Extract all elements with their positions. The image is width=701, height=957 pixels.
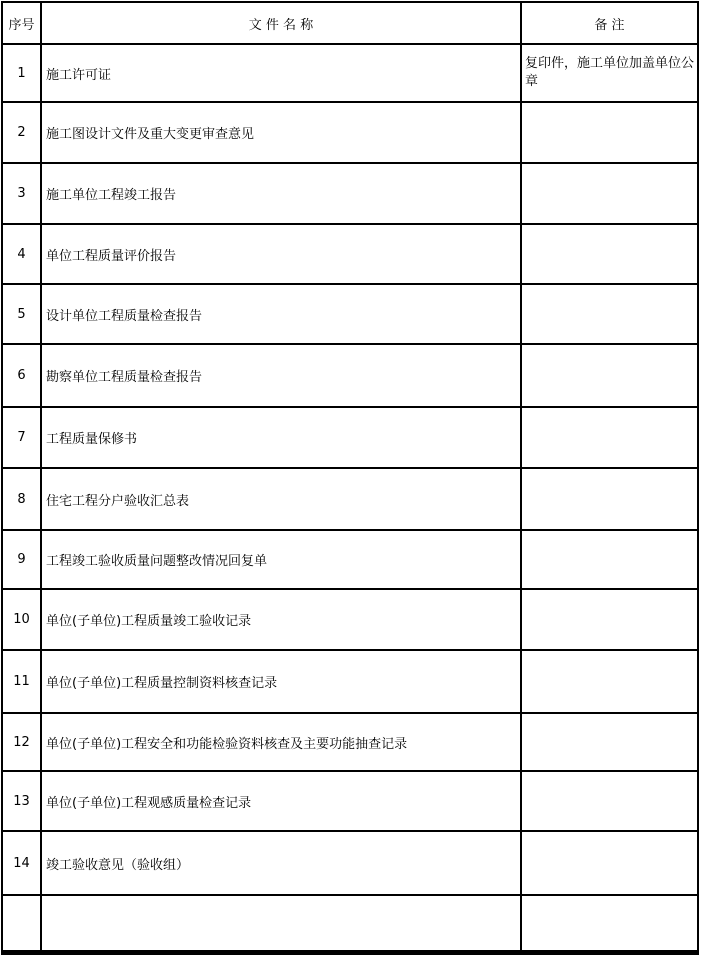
note-cell <box>521 831 698 895</box>
table-row <box>2 530 698 589</box>
table-body <box>2 44 698 952</box>
table-row <box>2 771 698 831</box>
table-row <box>2 713 698 771</box>
file-name-cell: 单位(子单位)工程观感质量检查记录 <box>41 771 521 831</box>
note-cell <box>521 224 698 284</box>
file-name-cell <box>41 895 521 952</box>
file-name-cell: 工程竣工验收质量问题整改情况回复单 <box>41 530 521 589</box>
file-name-cell: 竣工验收意见（验收组） <box>41 831 521 895</box>
note-cell <box>521 102 698 163</box>
table-row <box>2 44 698 102</box>
row-number-cell: 4 <box>2 224 41 284</box>
table-row <box>2 895 698 952</box>
file-name-cell: 勘察单位工程质量检查报告 <box>41 344 521 407</box>
note-cell: 复印件，施工单位加盖单位公章 <box>521 44 698 102</box>
table-row <box>2 831 698 895</box>
file-name-cell: 住宅工程分户验收汇总表 <box>41 468 521 530</box>
file-name-cell: 设计单位工程质量检查报告 <box>41 284 521 344</box>
row-number-cell: 11 <box>2 650 41 713</box>
table-row <box>2 163 698 224</box>
note-cell <box>521 771 698 831</box>
note-cell <box>521 650 698 713</box>
note-cell <box>521 468 698 530</box>
document-checklist-table <box>1 1 699 955</box>
table-row <box>2 344 698 407</box>
row-number-cell: 5 <box>2 284 41 344</box>
note-cell <box>521 713 698 771</box>
file-name-cell: 施工图设计文件及重大变更审查意见 <box>41 102 521 163</box>
file-name-cell: 施工单位工程竣工报告 <box>41 163 521 224</box>
note-cell <box>521 895 698 952</box>
row-number-cell: 10 <box>2 589 41 650</box>
table-row <box>2 589 698 650</box>
note-cell <box>521 284 698 344</box>
row-number-cell: 12 <box>2 713 41 771</box>
table-row <box>2 650 698 713</box>
row-number-cell: 7 <box>2 407 41 468</box>
header-row <box>2 2 698 44</box>
row-number-cell: 3 <box>2 163 41 224</box>
note-cell <box>521 344 698 407</box>
header-serial-number: 序号 <box>2 2 41 44</box>
row-number-cell <box>2 895 41 952</box>
row-number-cell: 14 <box>2 831 41 895</box>
file-name-cell: 工程质量保修书 <box>41 407 521 468</box>
file-name-cell: 单位(子单位)工程质量竣工验收记录 <box>41 589 521 650</box>
note-cell <box>521 589 698 650</box>
row-number-cell: 2 <box>2 102 41 163</box>
row-number-cell: 8 <box>2 468 41 530</box>
header-file-name: 文 件 名 称 <box>41 2 521 44</box>
table-row <box>2 224 698 284</box>
table-row <box>2 407 698 468</box>
file-name-cell: 单位(子单位)工程质量控制资料核查记录 <box>41 650 521 713</box>
note-cell <box>521 530 698 589</box>
file-name-cell: 单位(子单位)工程安全和功能检验资料核查及主要功能抽查记录 <box>41 713 521 771</box>
note-cell <box>521 407 698 468</box>
row-number-cell: 9 <box>2 530 41 589</box>
table-row <box>2 468 698 530</box>
row-number-cell: 1 <box>2 44 41 102</box>
row-number-cell: 13 <box>2 771 41 831</box>
file-name-cell: 施工许可证 <box>41 44 521 102</box>
file-name-cell: 单位工程质量评价报告 <box>41 224 521 284</box>
table-row <box>2 284 698 344</box>
note-cell <box>521 163 698 224</box>
table-row <box>2 102 698 163</box>
row-number-cell: 6 <box>2 344 41 407</box>
header-remarks: 备 注 <box>521 2 698 44</box>
